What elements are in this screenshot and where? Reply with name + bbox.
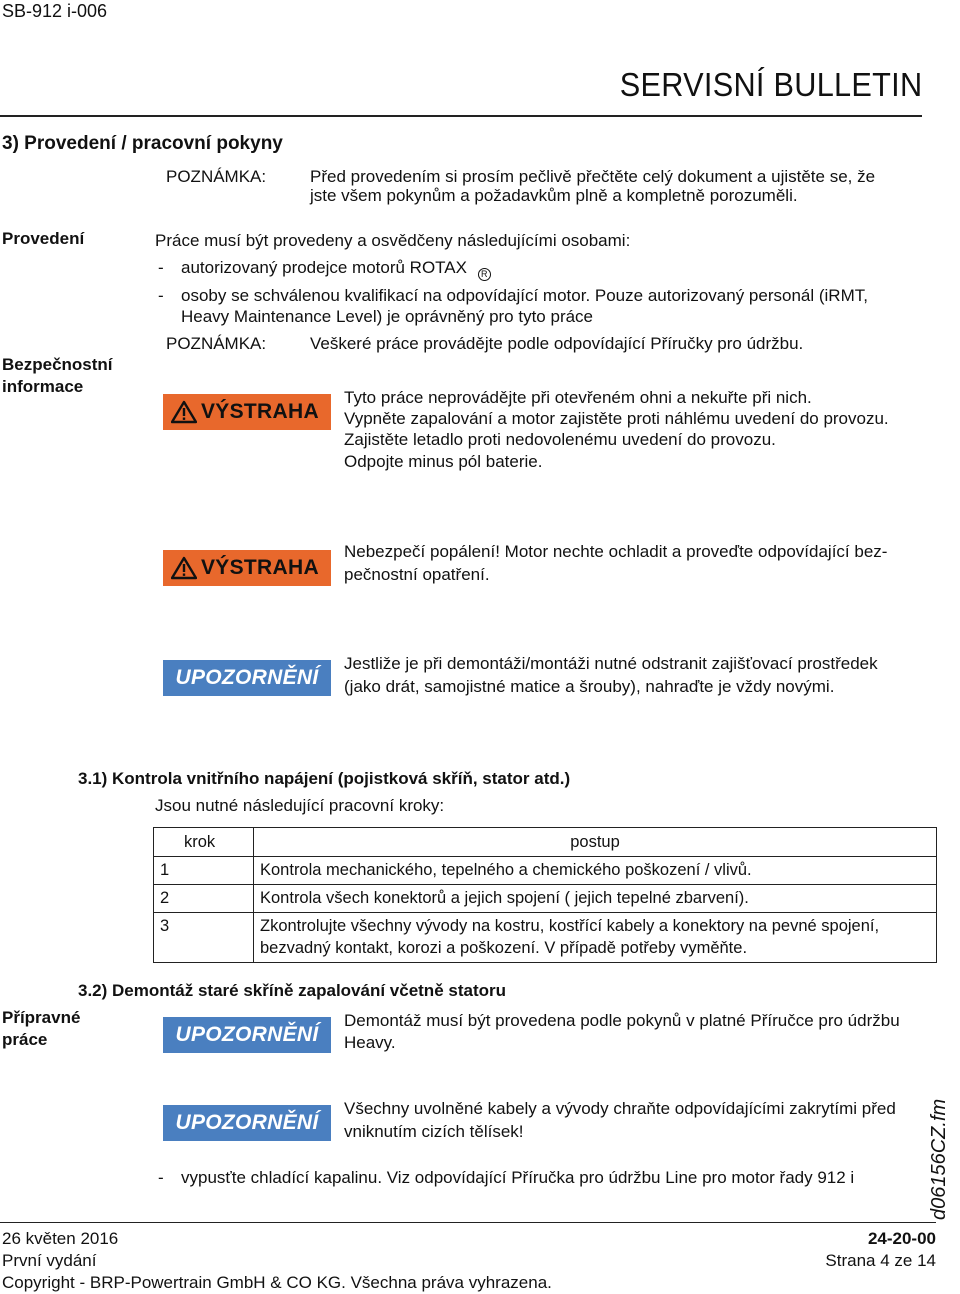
step-number: 2 <box>154 885 254 913</box>
footer-edition: První vydání <box>2 1251 97 1270</box>
step-procedure-line: bezvadný kontakt, korozi a poškození. V případě potřeby vyměňte. <box>260 939 748 957</box>
registered-icon: R <box>478 268 491 281</box>
footer-rule <box>0 1222 936 1223</box>
step-procedure <box>254 885 937 913</box>
doc-id: SB-912 i-006 <box>2 1 108 21</box>
list-item-qualified-line2: Heavy Maintenance Level) je oprávněný pro tyto práce <box>181 307 594 326</box>
footer-ata-chapter: 24-20-00 <box>867 1229 936 1248</box>
note-text-line2: jste všem pokynům a požadavkům plně a kompletně porozuměli. <box>310 186 798 205</box>
footer-copyright: Copyright - BRP-Powertrain GmbH & CO KG. Všechna práva vyhrazena. <box>2 1273 552 1292</box>
list-item-qualified-line1: osoby se schválenou kvalifikací na odpovídající motor. Pouze autorizovaný personál (iRMT, <box>181 286 868 305</box>
list-dash: - <box>158 258 164 277</box>
execution-intro: Práce musí být provedeny a osvědčeny následujícími osobami: <box>155 231 631 250</box>
warning-text-line4: Odpojte minus pól baterie. <box>344 452 543 471</box>
list-item-rotax-text: autorizovaný prodejce motorů ROTAX <box>181 258 467 277</box>
warning-triangle-icon <box>171 400 197 424</box>
step-procedure-line: Kontrola všech konektorů a jejich spojení ( jejich tepelné zbarvení). <box>260 889 749 907</box>
section-title: 3) Provedení / pracovní pokyny <box>2 133 283 154</box>
column-header-step: krok <box>154 828 254 857</box>
note-text-line1: Před provedením si prosím pečlivě přečtěte celý dokument a ujistěte se, že <box>310 167 876 186</box>
table-row <box>154 913 937 963</box>
header-rule <box>0 115 922 117</box>
footer-date: 26 květen 2016 <box>2 1229 119 1248</box>
note-label: POZNÁMKA: <box>166 167 267 186</box>
notice-text-line2: Heavy. <box>344 1033 396 1052</box>
steps-table <box>153 827 937 963</box>
file-code-vertical: d06156CZ.fm <box>928 1098 950 1220</box>
warning-label: VÝSTRAHA <box>201 556 319 579</box>
notice-text-line1: Demontáž musí být provedena podle pokynů v platné Příručce pro údržbu <box>344 1011 900 1030</box>
warning-text-line3: Zajistěte letadlo proti nedovolenému uvedení do provozu. <box>344 430 776 449</box>
subsection-intro: Jsou nutné následující pracovní kroky: <box>155 796 445 815</box>
table-row <box>154 857 937 885</box>
notice-badge: UPOZORNĚNÍ <box>163 660 331 696</box>
list-dash: - <box>158 286 164 305</box>
warning-text-line1: Nebezpečí popálení! Motor nechte ochladit a proveďte odpovídající bez- <box>344 542 888 561</box>
warning-label: VÝSTRAHA <box>201 400 319 423</box>
subsection-title: 3.2) Demontáž staré skříně zapalování včetně statoru <box>78 981 506 1000</box>
warning-badge <box>163 394 331 430</box>
sidebar-bezpecnostni-line2: informace <box>2 377 84 396</box>
note-label: POZNÁMKA: <box>166 334 267 353</box>
column-header-procedure: postup <box>254 828 937 857</box>
sidebar-provedeni: Provedení <box>2 229 85 248</box>
step-procedure <box>254 913 937 963</box>
notice-badge: UPOZORNĚNÍ <box>163 1017 331 1053</box>
warning-text-line2: pečnostní opatření. <box>344 565 490 584</box>
list-item-rotax <box>181 257 491 281</box>
step-procedure-line: Zkontrolujte všechny vývody na kostru, kostřící kabely a konektory na pevné spojení, <box>260 917 880 935</box>
footer-page-number: Strana 4 ze 14 <box>825 1251 936 1270</box>
table-row <box>154 885 937 913</box>
step-procedure <box>254 857 937 885</box>
notice-text-line1: Všechny uvolněné kabely a vývody chraňte odpovídajícími zakrytími před <box>344 1099 896 1118</box>
note-text: Veškeré práce provádějte podle odpovídající Příručky pro údržbu. <box>310 334 804 353</box>
warning-text-line2: Vypněte zapalování a motor zajistěte proti náhlému uvedení do provozu. <box>344 409 889 428</box>
warning-triangle-icon <box>171 556 197 580</box>
step-procedure-line: Kontrola mechanického, tepelného a chemického poškození / vlivů. <box>260 861 752 879</box>
warning-badge <box>163 550 331 586</box>
sidebar-pripravne-line2: práce <box>2 1030 48 1049</box>
step-number: 1 <box>154 857 254 885</box>
notice-text-line1: Jestliže je při demontáži/montáži nutné odstranit zajišťovací prostředek <box>344 654 878 673</box>
notice-badge: UPOZORNĚNÍ <box>163 1105 331 1141</box>
subsection-title: 3.1) Kontrola vnitřního napájení (pojistková skříň, stator atd.) <box>78 769 571 788</box>
notice-text-line2: (jako drát, samojistné matice a šrouby), nahraďte je vždy novými. <box>344 677 835 696</box>
list-dash: - <box>158 1168 164 1187</box>
doc-type-title: SERVISNÍ BULLETIN <box>619 66 922 103</box>
sidebar-bezpecnostni-line1: Bezpečnostní <box>2 355 113 374</box>
notice-text-line2: vniknutím cizích tělísek! <box>344 1122 524 1141</box>
table-header-row <box>154 828 937 857</box>
warning-text-line1: Tyto práce neprovádějte při otevřeném ohni a nekuřte při nich. <box>344 388 812 407</box>
sidebar-pripravne-line1: Přípravné <box>2 1008 81 1027</box>
step-number: 3 <box>154 913 254 963</box>
list-item-coolant: vypusťte chladící kapalinu. Viz odpovídající Příručka pro údržbu Line pro motor řady 912 i <box>181 1168 855 1187</box>
